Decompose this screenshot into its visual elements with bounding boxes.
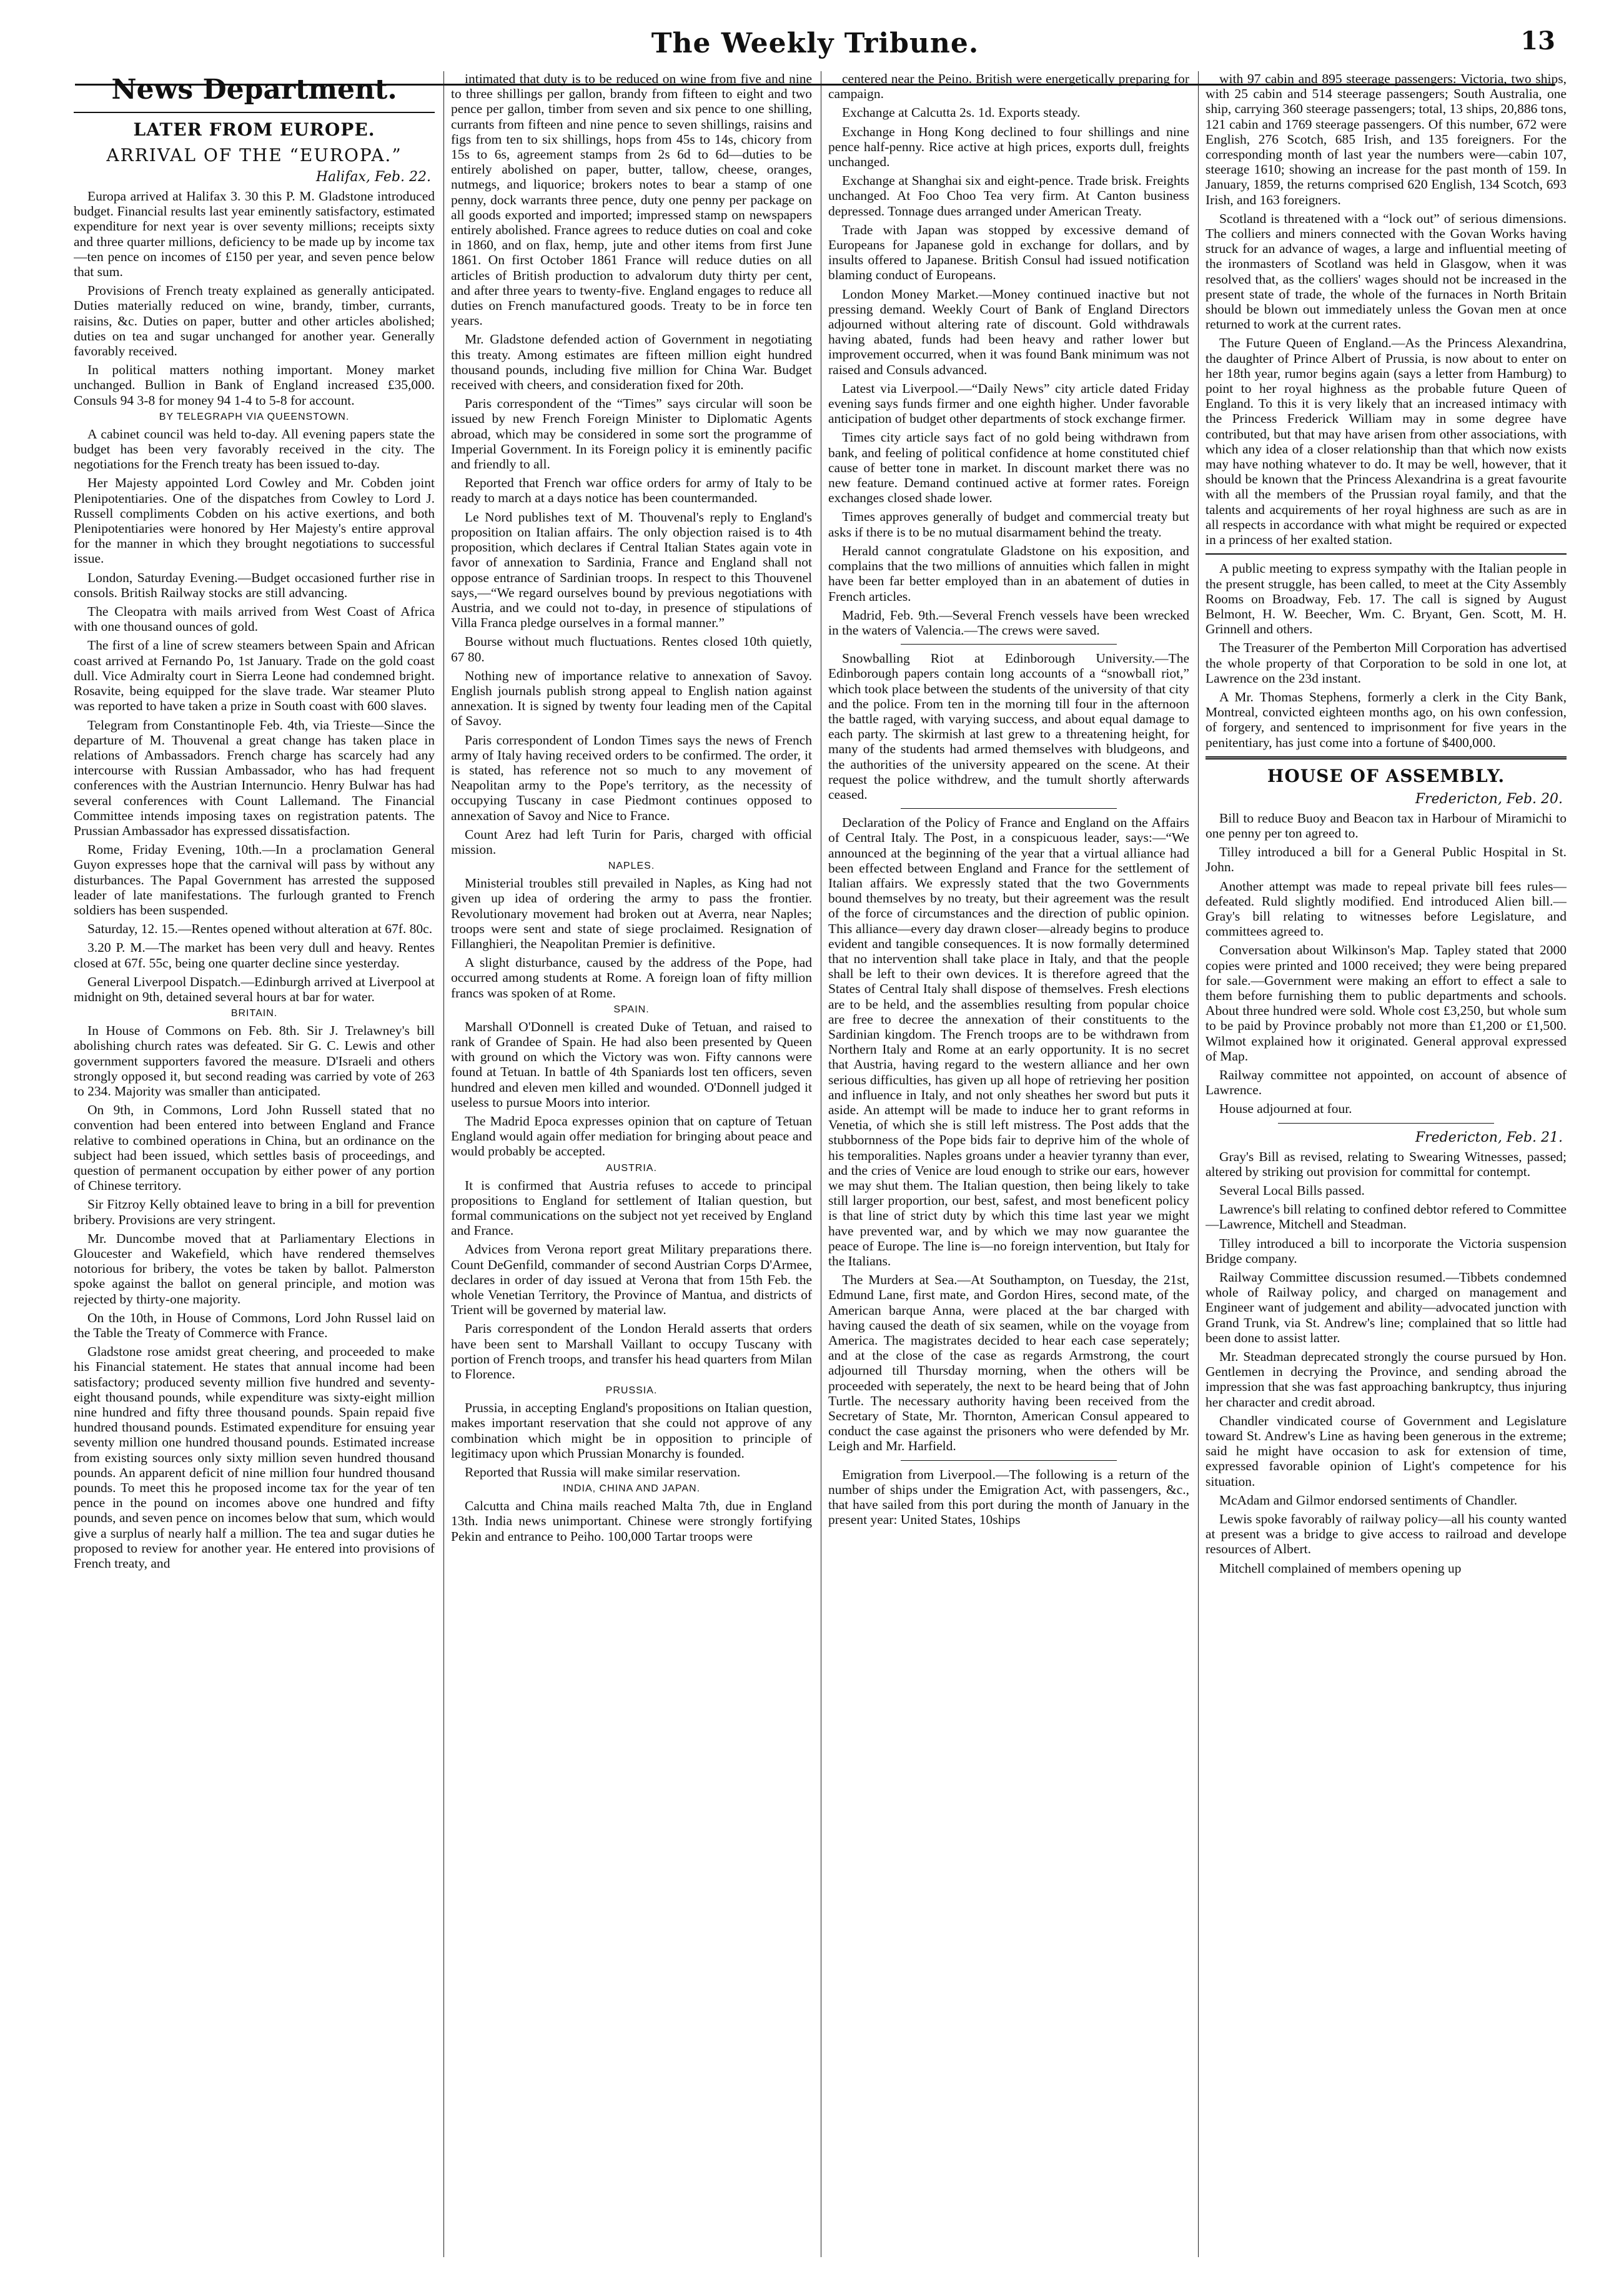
article-paragraph: Rome, Friday Evening, 10th.—In a proclamation General Guyon expresses hope that the carnival will pass by without any disturbances. The Papal Government has arrested the supposed leader of late manifestations. The furlough granted to French soldiers has been suspended. [74, 842, 435, 917]
article-paragraph: Exchange in Hong Kong declined to four shillings and nine pence half-penny. Rice active at high prices, exports dull, freights unchanged. [828, 124, 1189, 170]
article-paragraph: In House of Commons on Feb. 8th. Sir J. Trelawney's bill abolishing church rates was defeated. Sir G. C. Lewis and other government supporters favored the measure. D'Israeli and others strongly opposed it, but second reading was carried by vote of 263 to 234. Majority was smaller than anticipated. [74, 1023, 435, 1099]
column-3 [828, 71, 1189, 2257]
article-paragraph: Saturday, 12. 15.—Rentes opened without alteration at 67f. 80c. [87, 921, 433, 937]
article-paragraph: Telegram from Constantinople Feb. 4th, via Trieste—Since the departure of M. Thouvenal a great change has taken place in relations of Ambassadors. French charge has scarcely had any intercourse with Russian Ambassador, who has had frequent conferences with the Austrian Internuncio. Henry Bulwar has had several conferences with Count Lallemand. The Financial Committee intends imposing taxes on registration patents. The Prussian Ambassador has expressed dissatisfaction. [74, 717, 435, 838]
page-number: 13 [1520, 26, 1555, 56]
article-paragraph: Ministerial troubles still prevailed in Naples, as King had not given up idea of ordering the army to pass the frontier. Revolutionary movement had broken out at Averra, near Naples; troops were sent and state of siege proclaimed. Resignation of Fillanghieri, the Neapolitan Premier is definitive. [451, 876, 812, 951]
article-paragraph: Railway committee not appointed, on account of absence of Lawrence. [1206, 1067, 1567, 1098]
article-paragraph: Nothing new of importance relative to annexation of Savoy. English journals publish strong appeal to English nation against annexation. It is signed by twenty four leading men of the Capital of Savoy. [451, 668, 812, 729]
article-paragraph: Prussia, in accepting England's propositions on Italian question, makes important reservation that she could not approve of any combination which might be in opposition to principle of legitimacy upon which Prussian Monarchy is founded. [451, 1400, 812, 1461]
column-4 [1206, 71, 1567, 2257]
section-subheading: ARRIVAL OF THE “EUROPA.” [106, 145, 402, 166]
article-paragraph: Calcutta and China mails reached Malta 7th, due in England 13th. India news unimportant. Chinese were strongly fortifying Pekin and entrance to Peiho. 100,000 Tartar troops were [451, 1498, 812, 1544]
article-paragraph: London, Saturday Evening.—Budget occasioned further rise in consols. British Railway stocks are still advancing. [74, 570, 435, 600]
article-paragraph: Conversation about Wilkinson's Map. Tapley stated that 2000 copies were printed and 1000 received; they were being prepared for sale.—Government were making an effort to effect a sale to them before furnishing them to public departments and schools. About three hundred were sold. Whole cost £3,250, but whole sum to be paid by Province probably not more than £1,200 or £1,500. Wilmot explained how it originated. General approval expressed of Map. [1206, 942, 1567, 1064]
article-paragraph: Reported that Russia will make similar reservation. [465, 1465, 741, 1480]
column-2 [451, 71, 812, 2257]
article-paragraph: Le Nord publishes text of M. Thouvenal's reply to England's proposition on Italian affairs. The only objection raised is to 4th proposition, which declares if Central Italian States again vote in favor of annexation to Sardinia, France and England shall not oppose entrance of Sardinian troops. In respect to this Thouvenel says,—“We regard ourselves bound by previous negotiations with Austria, and we could not to-day, in presence of stipulations of Villa Franca pledge ourselves in a formal manner.” [451, 509, 812, 631]
article-paragraph: Latest via Liverpool.—“Daily News” city article dated Friday evening says funds firmer and one eighth higher. Under favorable anticipation of budget other departments of stock exchange firmer. [828, 380, 1189, 427]
article-paragraph: Times approves generally of budget and commercial treaty but asks if there is to be no mutual disarmament behind the treaty. [828, 509, 1189, 540]
article-paragraph: Mr. Duncombe moved that at Parliamentary Elections in Gloucester and Wakefield, which have rendered themselves notorious for bribery, the votes be taken by ballot. Palmerston spoke against the ballot on general principle, and motion was rejected by thirty-one majority. [74, 1230, 435, 1307]
divider [901, 644, 1117, 645]
article-paragraph: In political matters nothing important. Money market unchanged. Bullion in Bank of England increased £35,000. Consuls 94 3-8 for money 94 1-4 to 5-8 for account. [74, 362, 435, 408]
subsection-label: AUSTRIA. [606, 1162, 657, 1174]
article-paragraph: Emigration from Liverpool.—The following is a return of the number of ships under the Emigration Act, with passengers, &c., that have sailed from this port during the month of January in the present year: United States, 10ships [828, 1466, 1189, 1528]
article-paragraph: Exchange at Shanghai six and eight-pence. Trade brisk. Freights unchanged. At Foo Choo Tea very firm. At Canton business depressed. Tonnage dues arranged under American Treaty. [828, 173, 1189, 219]
article-paragraph: It is confirmed that Austria refuses to accede to principal propositions to England for settlement of Italian question, but formal communications on the subject not yet received by England and France. [451, 1177, 812, 1238]
article-paragraph: A slight disturbance, caused by the address of the Pope, had occurred among students at Rome. A foreign loan of fifty million francs was spoken of at Rome. [451, 955, 812, 1001]
column-separator [443, 71, 444, 2257]
article-paragraph: Bill to reduce Buoy and Beacon tax in Harbour of Miramichi to one penny per ton agreed to. [1206, 810, 1567, 841]
article-paragraph: London Money Market.—Money continued inactive but not pressing demand. Weekly Court of Bank of England Directors adjourned without altering rate of discount. Gold withdrawals having abated, funds had been heavy and rather lower but improvement occurred, when it was found Bank minimum was not raised and Consuls advanced. [828, 286, 1189, 377]
divider [1206, 756, 1567, 759]
section-heading: LATER FROM EUROPE. [133, 119, 375, 140]
article-paragraph: Herald cannot congratulate Gladstone on his exposition, and complains that the two millions of annuities which fallen in might have been far better employed than in an abatement of duties in French articles. [828, 543, 1189, 604]
article-paragraph: Several Local Bills passed. [1219, 1183, 1365, 1198]
article-paragraph: Chandler vindicated course of Government and Legislature toward St. Andrew's Line as having been generous in the extreme; said he might have occasion to ask for extension of time, expressed favorable opinion of Light's competence for his situation. [1206, 1413, 1567, 1489]
subsection-label: BRITAIN. [230, 1008, 278, 1019]
article-paragraph: Her Majesty appointed Lord Cowley and Mr. Cobden joint Plenipotentiaries. One of the dispatches from Cowley to Lord J. Russell compliments Cobden on his active exertions, and both Plenipotentiaries were honored by Her Majesty's entire approval for the manner in which they brought negotiations to successful issue. [74, 475, 435, 566]
article-paragraph: The Future Queen of England.—As the Princess Alexandrina, the daughter of Prince Albert of Prussia, is now about to enter on her 18th year, rumor begins again (says a letter from Hamburg) to point to her royal highness as the probable future Queen of England. To this it is very likely that an increased intimacy with the Princess Frederick William may in some degree have contributed, but that may have arisen from other associations, with which any idea of a closer relationship than that which now exists may have nothing whatever to do. It may be well, however, that it should be known that the Princess Alexandrina is a great favourite with all the members of the Prussian royal family, and that the talents and acquirements of her royal highness are such as are in all respects in accordance with what might be required or expected in a princess of her exalted station. [1206, 335, 1567, 548]
article-paragraph: Mitchell complained of members opening up [1219, 1560, 1462, 1576]
article-paragraph: Count Arez had left Turin for Paris, charged with official mission. [451, 826, 812, 857]
article-paragraph: A public meeting to express sympathy with the Italian people in the present struggle, has been called, to meet at the City Assembly Rooms on Broadway, Feb. 17. The call is signed by August Belmont, H. W. Beecher, Wm. C. Bryant, Gen. Scott, M. H. Grinnell and others. [1206, 561, 1567, 637]
article-paragraph: General Liverpool Dispatch.—Edinburgh arrived at Liverpool at midnight on 9th, detained several hours at bar for water. [74, 974, 435, 1004]
newspaper-title: The Weekly Tribune. [651, 27, 979, 59]
article-paragraph: 3.20 P. M.—The market has been very dull and heavy. Rentes closed at 67f. 55c, being one quarter decline since yesterday. [74, 940, 435, 971]
article-paragraph: Advices from Verona report great Military preparations there. Count DeGenfild, commander of second Austrian Corps D'Armee, declares in order of day issued at Verona that from 15th Feb. the whole Venetian Territory, the Province of Mantua, and districts of Trient will be governed by material law. [451, 1242, 812, 1318]
article-paragraph: centered near the Peino. British were energetically preparing for campaign. [828, 71, 1189, 102]
subsection-label: SPAIN. [613, 1004, 650, 1015]
article-paragraph: Declaration of the Policy of France and England on the Affairs of Central Italy. The Post, in a conspicuous leader, says:—“We announced at the beginning of the year that a virtual alliance had been effected between England and France for the settlement of Italian affairs. We expressly stated that the two Governments bound themselves by no treaty, but their agreement was the result of the force of circumstances and the direction of public opinion. This alliance—every day drawn closer—already begins to produce evident and tangible consequences. It is now formally determined that no intervention shall take place in Italy, and that the people shall be left to their own devices. It is therefore agreed that the States of Central Italy shall dispose of themselves. Fresh elections are to be held, and the assemblies resulting from popular choice are free to decree the annexation of their constituents to the Sardinian kingdom. The French troops are to be withdrawn from Northern Italy and Rome at an early opportunity. It is no secret that Austria, having regard to the western alliance and her own serious difficulties, has given up all hope of retrieving her position and influence in Italy, and not only sheathes her sword but puts it aside. An attempt will be made to induce her to grant reforms in Venetia, of which she is still left mistress. The Post adds that the stubbornness of the Pope bids fair to deprive him of the whole of his temporalities. Naples groans under a heavier tyranny than ever, and the cries of Venice are loud enough to strike our ears, however we may shut them. The Italian question, then being likely to take still larger proportion, our best, safest, and most beneficent policy is that line of strict duty by which this time last year we might have prevented war, and by which we may now guarantee the peace of Europe. The line is—no foreign intervention, but Italy for the Italians. [828, 815, 1189, 1269]
article-paragraph: Provisions of French treaty explained as generally anticipated. Duties materially reduced on wine, brandy, timber, currants, raisins, &c. Duties on paper, butter and other articles abolished; duties on tea and sugar unchanged for another year. Generally favorably received. [74, 283, 435, 359]
article-paragraph: Madrid, Feb. 9th.—Several French vessels have been wrecked in the waters of Valencia.—The crews were saved. [828, 607, 1189, 638]
article-paragraph: Tilley introduced a bill for a General Public Hospital in St. John. [1206, 844, 1567, 875]
dateline: Fredericton, Feb. 21. [1415, 1129, 1563, 1145]
article-paragraph: The Treasurer of the Pemberton Mill Corporation has advertised the whole property of that Corporation to be sold in one lot, at Lawrence on the 23d instant. [1206, 640, 1567, 686]
article-paragraph: Railway Committee discussion resumed.—Tibbets condemned whole of Railway policy, and charged on management and Engineer want of judgement and ability—advocated junction with Grand Trunk, via St. Andrew's line; complained that so little had been done to assist latter. [1206, 1270, 1567, 1345]
article-paragraph: A Mr. Thomas Stephens, formerly a clerk in the City Bank, Montreal, convicted eighteen months ago, on his own confession, of forgery, and sentenced to imprisonment for five years in the penitentiary, has just come into a fortune of $400,000. [1206, 689, 1567, 750]
article-paragraph: The Murders at Sea.—At Southampton, on Tuesday, the 21st, Edmund Lane, first mate, and Gordon Hires, second mate, of the American barque Anna, were placed at the bar charged with having caused the death of six seamen, while on the voyage from America. The magistrates decided to hear each case seperately; and at the close of the case as regards Armstrong, the court adjourned till Thursday morning, when the others will be proceeded with seperately, the next to be heard being that of John Turtle. The necessary authority having been received from the Secretary of State, Mr. Thornton, American Consul appeared to conduct the case against the prisoners who were defended by Mr. Leigh and Mr. Harfield. [828, 1272, 1189, 1454]
article-paragraph: Lewis spoke favorably of railway policy—all his county wanted at present was a bridge to give access to railroad and develope resources of Albert. [1206, 1511, 1567, 1557]
article-paragraph: On the 10th, in House of Commons, Lord John Russel laid on the Table the Treaty of Commerce with France. [74, 1310, 435, 1341]
column-1 [74, 71, 435, 2257]
article-paragraph: On 9th, in Commons, Lord John Russell stated that no convention had been entered into between England and France relative to combined operations in China, but an ordinance on the subject had been issued, which settles basis of proceedings, and question of permanent occupation by either power of any portion of Chinese territory. [74, 1102, 435, 1194]
column-separator [1198, 71, 1199, 2257]
department-title: News Department. [111, 74, 397, 106]
dateline: Halifax, Feb. 22. [315, 169, 431, 185]
article-paragraph: Lawrence's bill relating to confined debtor refered to Committee—Lawrence, Mitchell and Steadman. [1206, 1202, 1567, 1232]
article-paragraph: Mr. Steadman deprecated strongly the course pursued by Hon. Gentlemen in decrying the Province, and sending abroad the impression that she was fast approaching bankruptcy, thus injuring her character and credit abroad. [1206, 1349, 1567, 1410]
section-heading: HOUSE OF ASSEMBLY. [1267, 765, 1505, 786]
article-paragraph: Paris correspondent of the “Times” says circular will soon be issued by new French Foreign Minister to Diplomatic Agents abroad, which may be considered in some sort the programme of Imperial Government. In its Foreign policy it is eminently pacific and friendly to all. [451, 396, 812, 472]
article-paragraph: Scotland is threatened with a “lock out” of serious dimensions. The colliers and miners connected with the Govan Works having struck for an advance of wages, a large and influential meeting of the ironmasters of Scotland was held in Glasgow, when it was resolved that, as the colliers' wages should not be increased in the present state of trade, the whole of the furnaces in North Britain should be blown out immediately unless the Govan men at once returned to work at the current rates. [1206, 210, 1567, 332]
article-paragraph: Trade with Japan was stopped by excessive demand of Europeans for Japanese gold in exchange for dollars, and by insults offered to Japanese. British Consul had issued notification blaming conduct of Europeans. [828, 222, 1189, 283]
article-paragraph: Times city article says fact of no gold being withdrawn from bank, and feeling of political confidence at home constituted chief cause of better tone in market. In discount market there was no new feature. Demand continued active at former rates. Foreign exchanges closed shade lower. [828, 430, 1189, 506]
article-paragraph: Tilley introduced a bill to incorporate the Victoria suspension Bridge company. [1206, 1235, 1567, 1266]
subsection-label: PRUSSIA. [605, 1385, 658, 1397]
article-paragraph: The Cleopatra with mails arrived from West Coast of Africa with one thousand ounces of gold. [74, 604, 435, 635]
divider [901, 1460, 1117, 1461]
article-paragraph: Marshall O'Donnell is created Duke of Tetuan, and raised to rank of Grandee of Spain. He had also been presented by Queen with ground on which the Victory was won. Fifty cannons were found at Tetuan. In battle of 4th Spaniards lost ten officers, seven hundred and eleven men killed and wounded. O'Donnell judged it useless to pursue Moors into interior. [451, 1019, 812, 1110]
divider [1206, 553, 1567, 555]
article-paragraph: Europa arrived at Halifax 3. 30 this P. M. Gladstone introduced budget. Financial results last year eminently satisfactory, estimated expenditure for next year is over seventy millions; receipts sixty and three quarter millions, deficiency to be made up by income tax—ten pence on incomes of £150 per year, and seven pence below that sum. [74, 189, 435, 280]
masthead [75, 24, 1555, 59]
subsection-label: BY TELEGRAPH VIA QUEENSTOWN. [159, 411, 350, 422]
article-paragraph: The Madrid Epoca expresses opinion that on capture of Tetuan England would again offer mediation for bringing about peace and would probably be accepted. [451, 1114, 812, 1159]
article-paragraph: Bourse without much fluctuations. Rentes closed 10th quietly, 67 80. [451, 634, 812, 665]
divider [901, 808, 1117, 809]
article-paragraph: Snowballing Riot at Edinborough University.—The Edinborough papers contain long accounts of a “snowball riot,” which took place between the students of the university of that city and the police. From ten in the morning till four in the afternoon the battle raged, with varying success, and about equal damage to each party. The skirmish at last grew to a threatening height, for many of the students had armed themselves with bludgeons, and the authorities of the university appeared on the scene. At their request the police withdrew, and the tumult shortly afterwards ceased. [828, 651, 1189, 802]
subsection-label: INDIA, CHINA AND JAPAN. [562, 1483, 701, 1495]
article-paragraph: Reported that French war office orders for army of Italy to be ready to march at a days notice has been countermanded. [451, 475, 812, 506]
article-paragraph: Gray's Bill as revised, relating to Swearing Witnesses, passed; altered by striking out provision for committal for contempt. [1206, 1149, 1567, 1179]
dateline: Fredericton, Feb. 20. [1415, 791, 1563, 807]
subsection-label: NAPLES. [608, 861, 655, 872]
article-paragraph: Sir Fitzroy Kelly obtained leave to bring in a bill for prevention bribery. Provisions are very stringent. [74, 1197, 435, 1227]
article-paragraph: Paris correspondent of the London Herald asserts that orders have been sent to Marshall Vaillant to occupy Tuscany with portion of French troops, and transfer his head quarters from Milan to Florence. [451, 1321, 812, 1382]
article-paragraph: intimated that duty is to be reduced on wine from five and nine to three shillings per gallon, brandy from fifteen to eight and two pence per gallon, timber from seven and six pence to one shilling, currants from fifteen and nine pence to seven shillings, raisins and figs from ten to six shillings, hops from 45s to 14s, chicory from 15s to 6s, agreement stamps from 2s 6d to 6d—duties to be entirely abolished on paper, butter, tallow, cheese, oranges, nutmegs, and liquorice; brokers notes to bear a stamp of one penny, dock warrants three pence, duty one penny per package on all goods exported and imported; impressed stamp on newspapers entirely abolished. France agrees to reduce duties on coal and coke in 1860, and on flax, hemp, jute and other items from first June 1861. On first October 1861 France will reduce duties on all articles of British production to advalorum duty thirty per cent, and after three years to twenty-five. England engages to reduce all duties on French manufactured goods. Treaty to be in force ten years. [451, 71, 812, 329]
article-paragraph: McAdam and Gilmor endorsed sentiments of Chandler. [1219, 1492, 1518, 1508]
article-paragraph: Paris correspondent of London Times says the news of French army of Italy having received orders to be confirmed. The order, it is stated, has reference not so much to any movement of Neapolitan army to the Pope's territory, as the necessity of occupying Tuscany in case Piedmont continues opposed to annexation of Savoy and Nice to France. [451, 732, 812, 823]
article-paragraph: with 97 cabin and 895 steerage passengers: Victoria, two ships, with 25 cabin and 514 steerage passengers; South Australia, one ship, carrying 360 steerage passengers; total, 13 ships, 20,886 tons, 121 cabin and 1769 steerage passengers. Of this number, 672 were English, 276 Scotch, 685 Irish, and 135 foreigners. For the corresponding month of last year the numbers were—cabin 107, steerage 1610; showing an increase for the past month of 159. In January, 1859, the returns comprised 620 English, 134 Scotch, 693 Irish, and 163 foreigners. [1206, 71, 1567, 207]
divider [74, 112, 435, 113]
article-paragraph: Exchange at Calcutta 2s. 1d. Exports steady. [842, 105, 1081, 121]
divider [1278, 1123, 1495, 1124]
article-paragraph: A cabinet council was held to-day. All evening papers state the budget has been very favorably received in the city. The negotiations for the French treaty has been issued to-day. [74, 426, 435, 472]
article-paragraph: Gladstone rose amidst great cheering, and proceeded to make his Financial statement. He states that annual income had been satisfactory; produced seventy million five hundred and seventy-eight thousand pounds, while expenditure was sixty-eight million nine hundred and fifty three thousand pounds. Spain repaid five hundred thousand pounds. Estimated expenditure for ensuing year seventy million one hundred thousand pounds. Estimated increase from existing sources only sixty million seven hundred thousand pounds. An apparent deficit of nine million four hundred thousand pounds. To meet this he proposed income tax for the year of ten pence in the pound on incomes above one hundred and fifty pounds, and seven pence on incomes below that sum, which would give a surplus of nearly half a million. The tea and sugar duties he proposed to review for another year. He entered into provisions of French treaty, and [74, 1344, 435, 1571]
article-paragraph: House adjourned at four. [1219, 1101, 1352, 1117]
article-paragraph: The first of a line of screw steamers between Spain and African coast arrived at Fernando Po, 1st January. Trade on the gold coast dull. Vice Admiralty court in Sierra Leone had condemned bright. Rosavite, being equipped for the slave trade. War steamer Pluto was reported to have taken a prize in South coast with 600 slaves. [74, 638, 435, 714]
article-paragraph: Another attempt was made to repeal private bill fees rules—defeated. Ruld slightly modified. End introduced Alien bill.—Gray's bill relating to witnesses before Legislature, and committees agreed to. [1206, 878, 1567, 939]
article-paragraph: Mr. Gladstone defended action of Government in negotiating this treaty. Among estimates are fifteen million eight hundred thousand pounds, including five million for China War. Budget received with cheers, and consideration fixed for 20th. [451, 332, 812, 393]
